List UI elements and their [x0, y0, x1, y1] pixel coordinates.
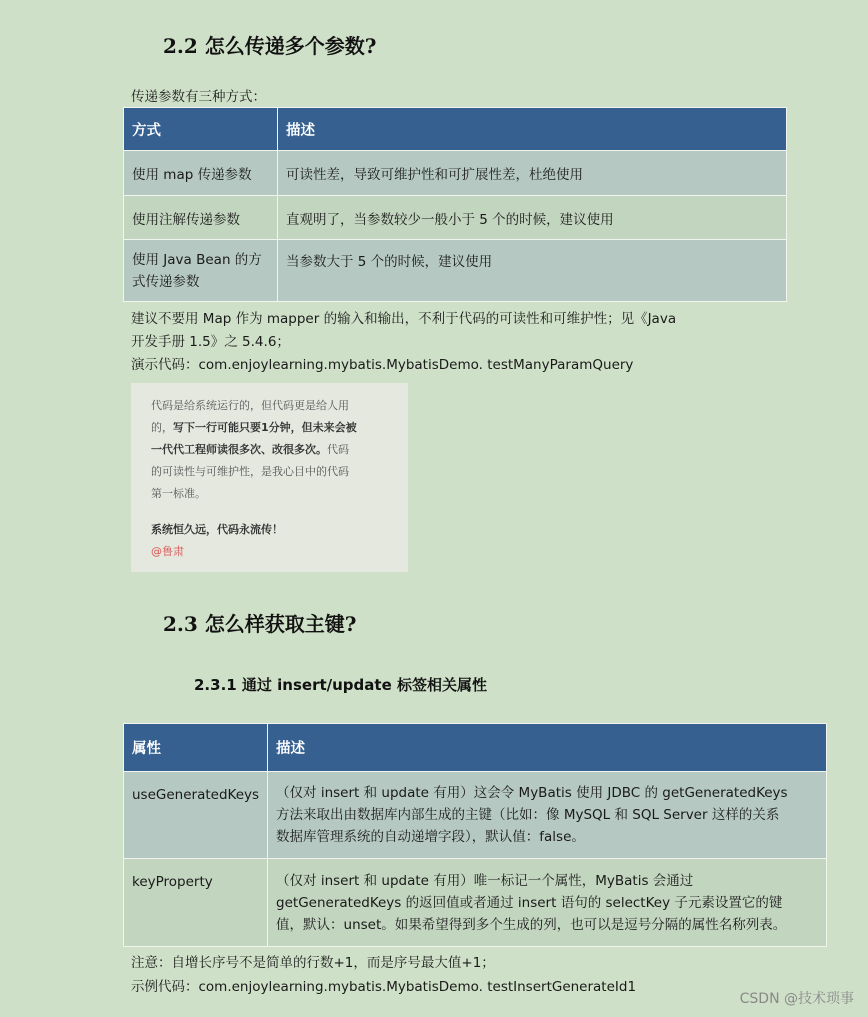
method-cell: 使用注解传递参数: [124, 196, 278, 240]
table-row: [124, 772, 827, 859]
header-method: 方式: [124, 108, 278, 151]
quote-motto: 系统恒久远，代码永流传！: [151, 523, 283, 536]
table-row: [124, 240, 787, 302]
description-line: （仅对 insert 和 update 有用）这会令 MyBatis 使用 JDBC 的 getGeneratedKeys: [276, 785, 788, 801]
quote-bold-text: 一代代工程师读很多次、改很多次。: [151, 443, 327, 456]
table-header-row: [124, 724, 827, 772]
description-line: 值，默认：unset。如果希望得到多个生成的列，也可以是逗号分隔的属性名称列表。: [276, 916, 787, 933]
param-methods-table: [123, 107, 787, 302]
header-description: 描述: [268, 724, 827, 772]
table-row: [124, 859, 827, 947]
description-line: （仅对 insert 和 update 有用）唯一标记一个属性，MyBatis 会通过: [276, 872, 694, 889]
quote-bold-text: 写下一行可能只要1分钟，但未来会被: [173, 421, 357, 434]
demo-code-reference: 演示代码：com.enjoylearning.mybatis.MybatisDemo. testManyParamQuery: [131, 357, 634, 373]
quote-line: [151, 439, 396, 461]
quote-text: 代码: [327, 443, 349, 456]
description-line: 数据库管理系统的自动递增字段），默认值：false。: [276, 829, 585, 845]
method-line: 使用 Java Bean 的方: [132, 251, 262, 268]
description-cell: [268, 772, 827, 859]
header-description: 描述: [278, 108, 787, 151]
key-properties-table: [123, 723, 827, 947]
note-text: 注意：自增长序号不是简单的行数+1，而是序号最大值+1；: [131, 955, 495, 971]
advice-line: 开发手册 1.5》之 5.4.6；: [131, 334, 290, 350]
header-property: 属性: [124, 724, 268, 772]
method-cell: [124, 240, 278, 302]
description-cell: 直观明了，当参数较少一般小于 5 个的时候，建议使用: [278, 196, 787, 240]
description-cell: 当参数大于 5 个的时候，建议使用: [278, 240, 787, 302]
quote-line: 第一标准。: [151, 487, 206, 500]
description-line: 方法来取出由数据库内部生成的主键（比如：像 MySQL 和 SQL Server 这样的关系: [276, 807, 780, 823]
example-code-reference: 示例代码：com.enjoylearning.mybatis.MybatisDemo. testInsertGenerateId1: [131, 979, 637, 995]
csdn-watermark: CSDN @技术琐事: [739, 991, 854, 1007]
section-heading-2-2: 2.2 怎么传递多个参数?: [163, 34, 377, 58]
property-name-cell: keyProperty: [124, 859, 268, 947]
property-name-cell: useGeneratedKeys: [124, 772, 268, 859]
description-cell: 可读性差，导致可维护性和可扩展性差，杜绝使用: [278, 151, 787, 196]
quote-text: 的，: [151, 421, 173, 434]
table-header-row: [124, 108, 787, 151]
quote-line: 的可读性与可维护性，是我心目中的代码: [151, 465, 349, 478]
description-cell: [268, 859, 827, 947]
table-row: [124, 151, 787, 196]
quote-author: @鲁肃: [151, 545, 184, 558]
method-line: 式传递参数: [132, 273, 200, 290]
quote-line: 代码是给系统运行的，但代码更是给人用: [151, 399, 349, 412]
subsection-heading-2-3-1: 2.3.1 通过 insert/update 标签相关属性: [194, 676, 487, 694]
method-cell: 使用 map 传递参数: [124, 151, 278, 196]
quote-line: [151, 417, 396, 439]
section-heading-2-3: 2.3 怎么样获取主键?: [163, 612, 357, 636]
quote-image: [131, 383, 408, 572]
intro-text: 传递参数有三种方式：: [131, 89, 266, 105]
table-row: [124, 196, 787, 240]
advice-line: 建议不要用 Map 作为 mapper 的输入和输出，不利于代码的可读性和可维护性；见《Java: [131, 311, 677, 327]
description-line: getGeneratedKeys 的返回值或者通过 insert 语句的 selectKey 子元素设置它的键: [276, 894, 783, 911]
